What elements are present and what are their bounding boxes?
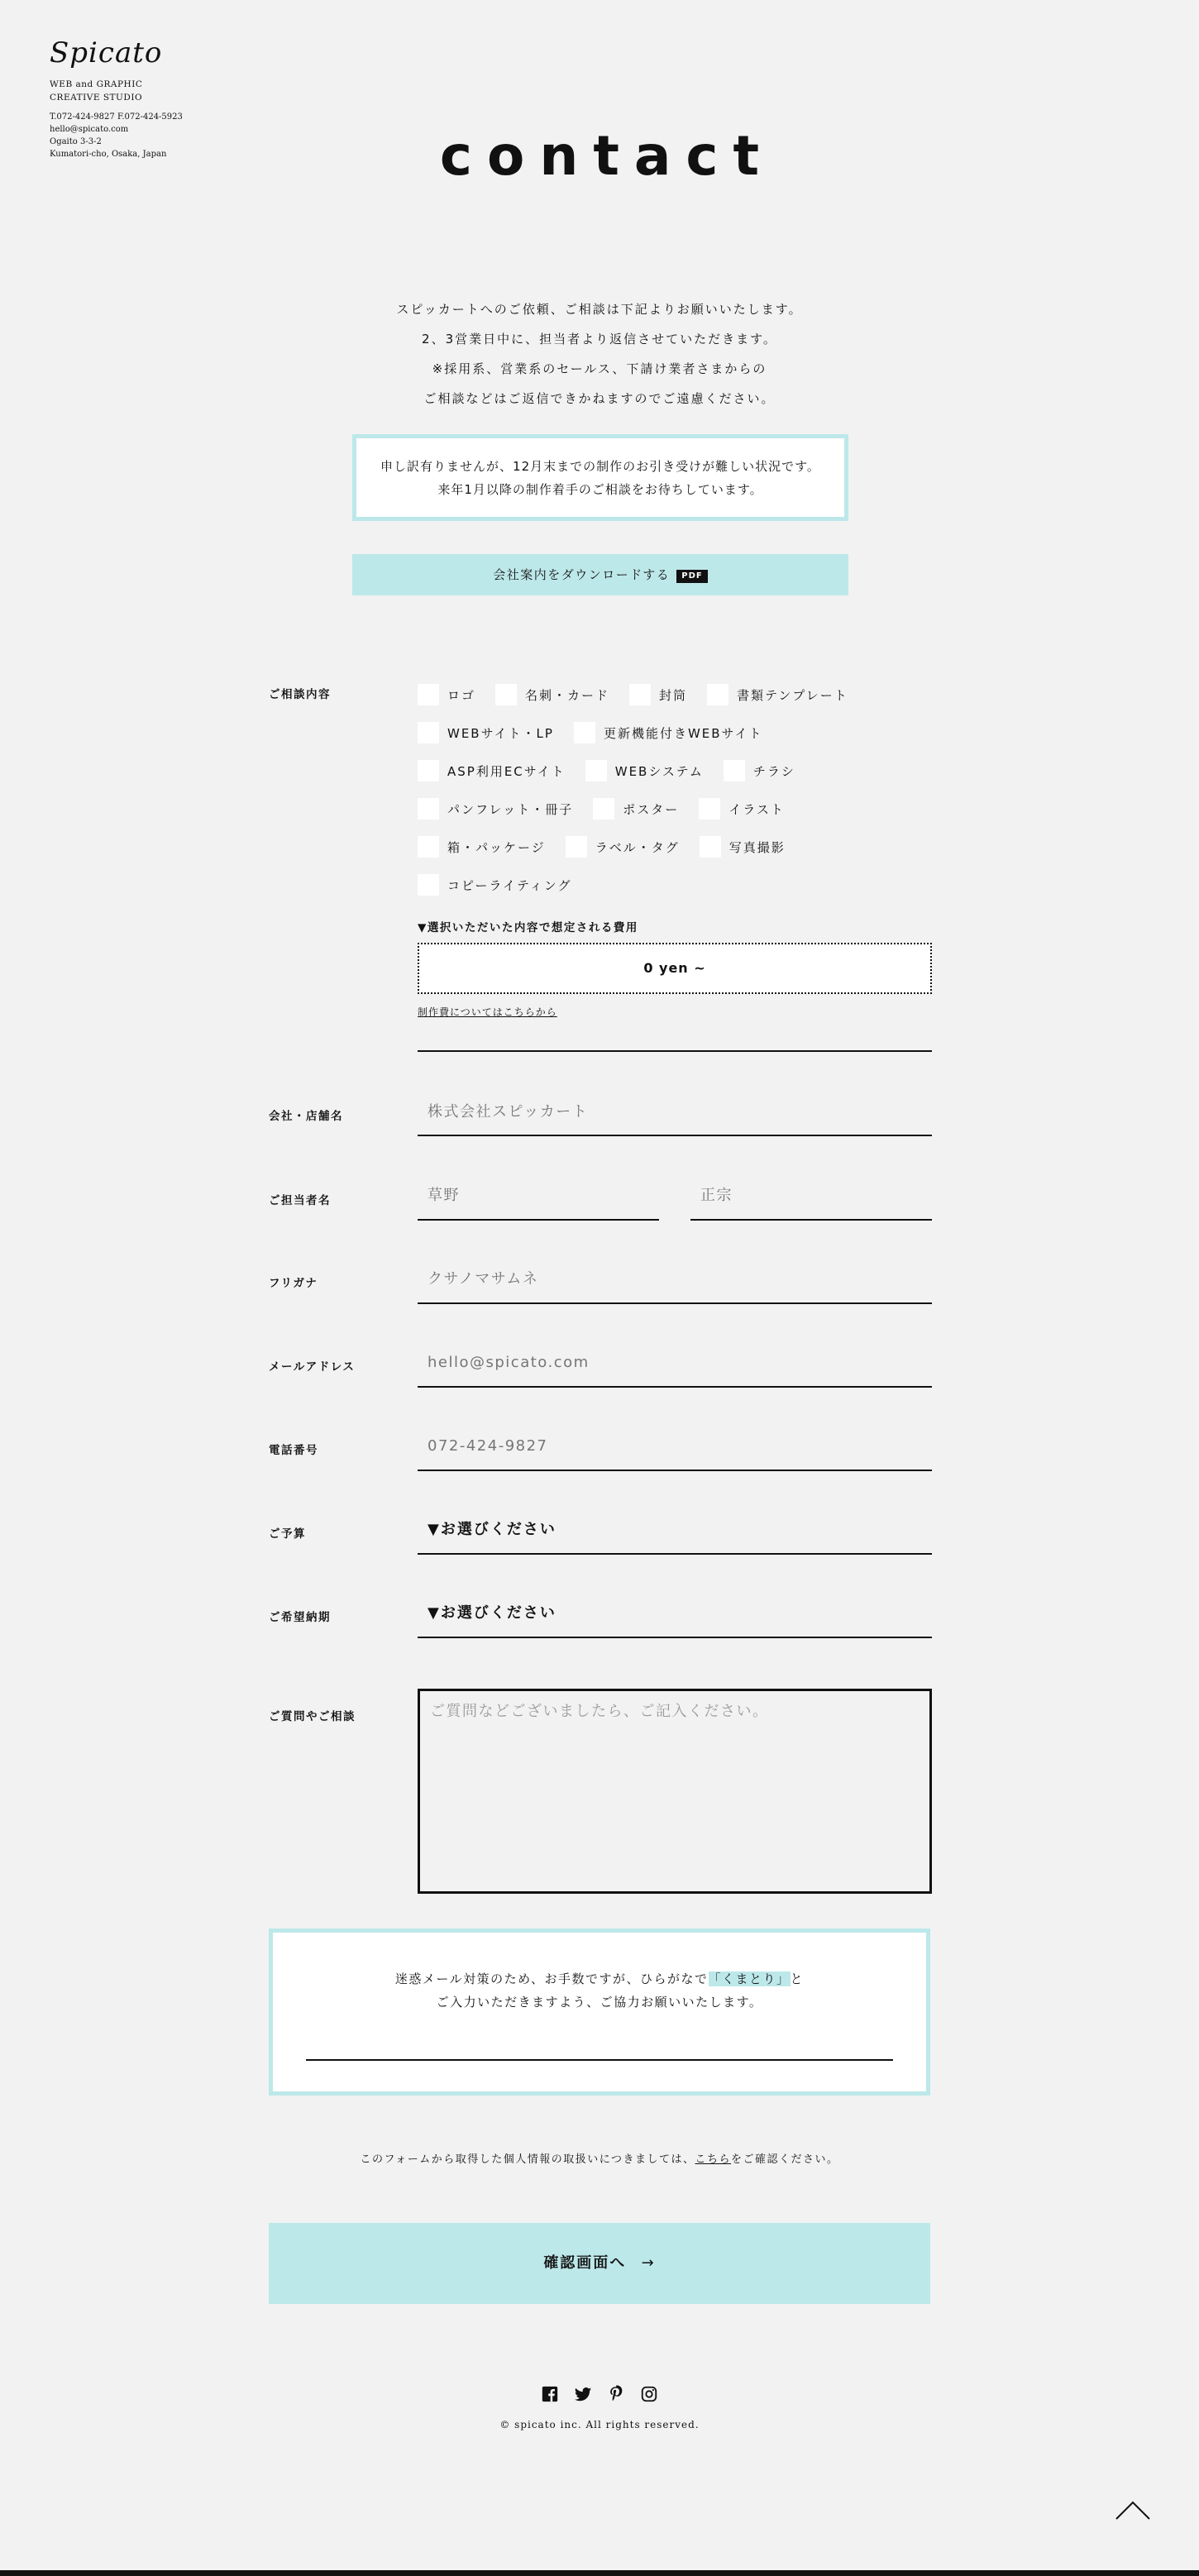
checkbox-document-template[interactable]: 書類テンプレート [707, 684, 848, 705]
checkbox-business-card[interactable]: 名刺・カード [495, 684, 609, 705]
checkbox-square[interactable] [566, 836, 587, 858]
company-input[interactable] [418, 1096, 932, 1129]
bottom-bar [0, 2570, 1199, 2576]
back-to-top-icon[interactable] [1115, 2499, 1151, 2521]
checkbox-web-system[interactable]: WEBシステム [585, 760, 704, 781]
checkbox-cms-website[interactable]: 更新機能付きWEBサイト [574, 722, 763, 743]
tagline-line-2: CREATIVE STUDIO [50, 93, 143, 103]
intro-line-1: スピッカートへのご依頼、ご相談は下記よりお願いいたします。 [396, 302, 803, 317]
checkbox-square[interactable] [585, 760, 607, 781]
intro-line-2: 2、3営業日中に、担当者より返信させていただきます。 [422, 332, 777, 346]
checkbox-flyer[interactable]: チラシ [724, 760, 795, 781]
checkbox-pamphlet[interactable]: パンフレット・冊子 [418, 798, 573, 820]
consult-checkbox-group [418, 676, 947, 904]
checkbox-square[interactable] [593, 798, 614, 820]
checkbox-square[interactable] [724, 760, 745, 781]
spam-answer-input[interactable] [306, 2059, 893, 2061]
kana-underline [418, 1302, 932, 1304]
cost-info-link[interactable]: 制作費についてはこちらから [418, 1006, 557, 1018]
instagram-icon[interactable] [640, 2385, 658, 2403]
budget-label: ご予算 [269, 1527, 306, 1541]
deadline-select[interactable]: ▼お選びください [428, 1604, 557, 1622]
divider [418, 1050, 932, 1052]
last-name-underline [418, 1219, 659, 1221]
intro-text [0, 294, 1199, 413]
logo[interactable]: Spicato [50, 36, 163, 69]
checkbox-website-lp[interactable]: WEBサイト・LP [418, 722, 554, 743]
email-text[interactable]: hello@spicato.com [50, 125, 129, 134]
cost-estimate-label: ▼選択いただいた内容で想定される費用 [418, 921, 638, 934]
first-name-input[interactable] [690, 1179, 932, 1212]
spam-keyword: 「くまとり」 [708, 1971, 791, 1986]
checkbox-square[interactable] [495, 684, 517, 705]
company-underline [418, 1135, 932, 1136]
checkbox-row [418, 676, 947, 714]
checkbox-label-tag[interactable]: ラベル・タグ [566, 836, 680, 858]
notice-box [352, 434, 848, 521]
email-label: メールアドレス [269, 1360, 356, 1374]
consult-label: ご相談内容 [269, 688, 331, 701]
intro-line-4: ご相談などはご返信できかねますのでご遠慮ください。 [423, 391, 776, 406]
checkbox-row [418, 752, 947, 790]
budget-select[interactable]: ▼お選びください [428, 1521, 557, 1538]
checkbox-square[interactable] [699, 798, 720, 820]
checkbox-square[interactable] [629, 684, 651, 705]
phone-underline [418, 1470, 932, 1471]
question-textarea[interactable]: ご質問などございましたら、ご記入ください。 [418, 1689, 932, 1894]
page-title: contact [439, 124, 775, 188]
social-links [0, 2385, 1199, 2403]
deadline-underline [418, 1637, 932, 1638]
checkbox-square[interactable] [418, 722, 439, 743]
phone-label: 電話番号 [269, 1444, 318, 1457]
checkbox-package[interactable]: 箱・パッケージ [418, 836, 546, 858]
checkbox-square[interactable] [418, 874, 439, 896]
checkbox-square[interactable] [418, 836, 439, 858]
first-name-underline [690, 1219, 932, 1221]
checkbox-row [418, 790, 947, 828]
kana-input[interactable] [418, 1263, 932, 1296]
checkbox-square[interactable] [700, 836, 721, 858]
arrow-right-icon: → [641, 2254, 656, 2272]
checkbox-envelope[interactable]: 封筒 [629, 684, 687, 705]
checkbox-poster[interactable]: ポスター [593, 798, 679, 820]
budget-underline [418, 1553, 932, 1555]
last-name-input[interactable] [418, 1179, 659, 1212]
deadline-label: ご希望納期 [269, 1611, 331, 1624]
checkbox-square[interactable] [418, 684, 439, 705]
checkbox-square[interactable] [707, 684, 728, 705]
checkbox-square[interactable] [418, 760, 439, 781]
pinterest-icon[interactable] [607, 2385, 625, 2403]
tagline-line-1: WEB and GRAPHIC [50, 79, 143, 89]
question-label: ご質問やご相談 [269, 1710, 356, 1723]
confirm-button[interactable] [269, 2223, 930, 2304]
confirm-label: 確認画面へ [543, 2254, 627, 2272]
intro-line-3: ※採用系、営業系のセールス、下請け業者さまからの [432, 361, 767, 376]
spam-line-2: ご入力いただきますよう、ご協力お願いいたします。 [436, 1995, 763, 2010]
checkbox-illustration[interactable]: イラスト [699, 798, 785, 820]
pdf-badge: PDF [676, 570, 707, 583]
facebook-icon[interactable] [541, 2385, 559, 2403]
company-label: 会社・店舗名 [269, 1110, 343, 1123]
checkbox-logo[interactable]: ロゴ [418, 684, 475, 705]
checkbox-row [418, 828, 947, 866]
spam-line-1: 迷惑メール対策のため、お手数ですが、ひらがなで「くまとり」と [394, 1971, 805, 1986]
tagline [50, 78, 232, 104]
privacy-link[interactable]: こちら [695, 2153, 732, 2166]
checkbox-square[interactable] [574, 722, 595, 743]
cost-estimate-value: 0 yen ~ [418, 943, 932, 994]
tel-fax: T.072-424-9827 F.072-424-5923 [50, 112, 183, 122]
copyright: © spicato inc. All rights reserved. [499, 2419, 700, 2430]
notice-line-2: 来年1月以降の制作着手のご相談をお待ちしています。 [437, 482, 763, 497]
phone-input[interactable] [418, 1430, 932, 1463]
checkbox-row [418, 714, 947, 752]
checkbox-copywriting[interactable]: コピーライティング [418, 874, 571, 896]
checkbox-square[interactable] [418, 798, 439, 820]
privacy-notice: このフォームから取得した個人情報の取扱いにつきましては、こちらをご確認ください。 [360, 2153, 839, 2166]
download-pdf-button[interactable] [352, 554, 848, 595]
address-line-2: Kumatori-cho, Osaka, Japan [50, 150, 167, 159]
download-label: 会社案内をダウンロードする [493, 567, 671, 582]
address-line-1: Ogaito 3-3-2 [50, 137, 102, 146]
email-underline [418, 1386, 932, 1388]
checkbox-asp-ec[interactable]: ASP利用ECサイト [418, 760, 566, 781]
spam-check-box [269, 1928, 930, 2096]
twitter-icon[interactable] [574, 2385, 592, 2403]
checkbox-photography[interactable]: 写真撮影 [700, 836, 786, 858]
notice-line-1: 申し訳有りませんが、12月末までの制作のお引き受けが難しい状況です。 [380, 459, 820, 474]
checkbox-row [418, 866, 947, 904]
email-field[interactable] [418, 1346, 932, 1379]
kana-label: フリガナ [269, 1277, 318, 1290]
person-label: ご担当者名 [269, 1194, 331, 1207]
